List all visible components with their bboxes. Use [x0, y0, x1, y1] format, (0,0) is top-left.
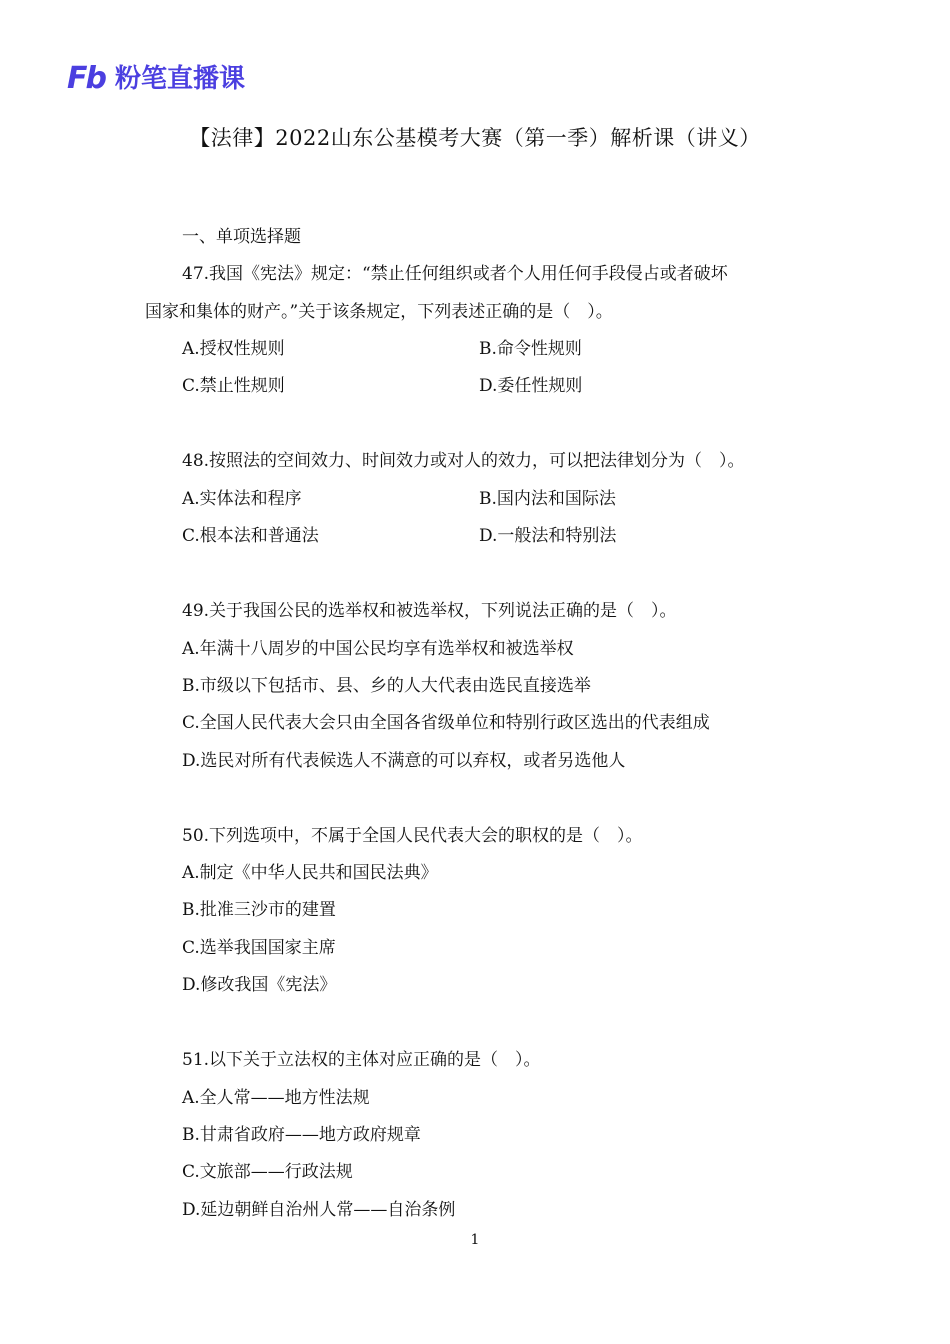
option-d: D.延边朝鲜自治州人常——自治条例	[182, 1199, 456, 1220]
option-b: B.命令性规则	[479, 338, 582, 359]
question-47	[145, 256, 825, 405]
question-49	[145, 593, 825, 779]
option-c: C.选举我国国家主席	[182, 937, 336, 958]
brand-logo	[67, 62, 245, 96]
option-b: B.甘肃省政府——地方政府规章	[182, 1124, 421, 1145]
option-c: C.禁止性规则	[182, 376, 285, 397]
question-48	[145, 443, 825, 555]
option-c: C.全国人民代表大会只由全国各省级单位和特别行政区选出的代表组成	[182, 713, 710, 734]
page-title: 【法律】2022山东公基模考大赛（第一季）解析课（讲义）	[189, 126, 761, 150]
option-d: D.委任性规则	[479, 376, 583, 397]
option-b: B.批准三沙市的建置	[182, 900, 336, 921]
option-row	[145, 368, 825, 405]
option-a: A.全人常——地方性法规	[182, 1087, 370, 1108]
option-c: C.文旅部——行政法规	[182, 1162, 353, 1183]
option-a: A.年满十八周岁的中国公民均享有选举权和被选举权	[182, 638, 574, 659]
option-row	[145, 518, 825, 555]
brand-name: 粉笔直播课	[114, 64, 245, 94]
option-a: A.实体法和程序	[182, 488, 302, 509]
fb-logo-icon: Fb	[67, 61, 105, 96]
question-50	[145, 818, 825, 1004]
option-a: A.制定《中华人民共和国民法典》	[182, 863, 438, 884]
question-stem: 48.按照法的空间效力、时间效力或对人的效力，可以把法律划分为（ ）。	[182, 451, 745, 472]
question-stem: 51.以下关于立法权的主体对应正确的是（ ）。	[182, 1050, 541, 1071]
option-d: D.修改我国《宪法》	[182, 975, 337, 996]
question-stem: 50.下列选项中，不属于全国人民代表大会的职权的是（ ）。	[182, 825, 643, 846]
question-stem: 47.我国《宪法》规定：“禁止任何组织或者个人用任何手段侵占或者破坏	[182, 264, 728, 285]
option-d: D.选民对所有代表候选人不满意的可以弃权，或者另选他人	[182, 750, 626, 771]
question-stem: 49.关于我国公民的选举权和被选举权，下列说法正确的是（ ）。	[182, 601, 677, 622]
page-number: 1	[470, 1232, 480, 1248]
option-b: B.市级以下包括市、县、乡的人大代表由选民直接选举	[182, 675, 591, 696]
question-stem-continued: 国家和集体的财产。”关于该条规定，下列表述正确的是（ ）。	[145, 301, 613, 322]
option-b: B.国内法和国际法	[479, 488, 616, 509]
document-body	[145, 219, 825, 1229]
option-row	[145, 331, 825, 368]
option-d: D.一般法和特别法	[479, 526, 617, 547]
section-heading: 一、单项选择题	[182, 227, 301, 247]
option-row	[145, 481, 825, 518]
option-a: A.授权性规则	[182, 338, 285, 359]
option-c: C.根本法和普通法	[182, 526, 319, 547]
question-51	[145, 1042, 825, 1228]
